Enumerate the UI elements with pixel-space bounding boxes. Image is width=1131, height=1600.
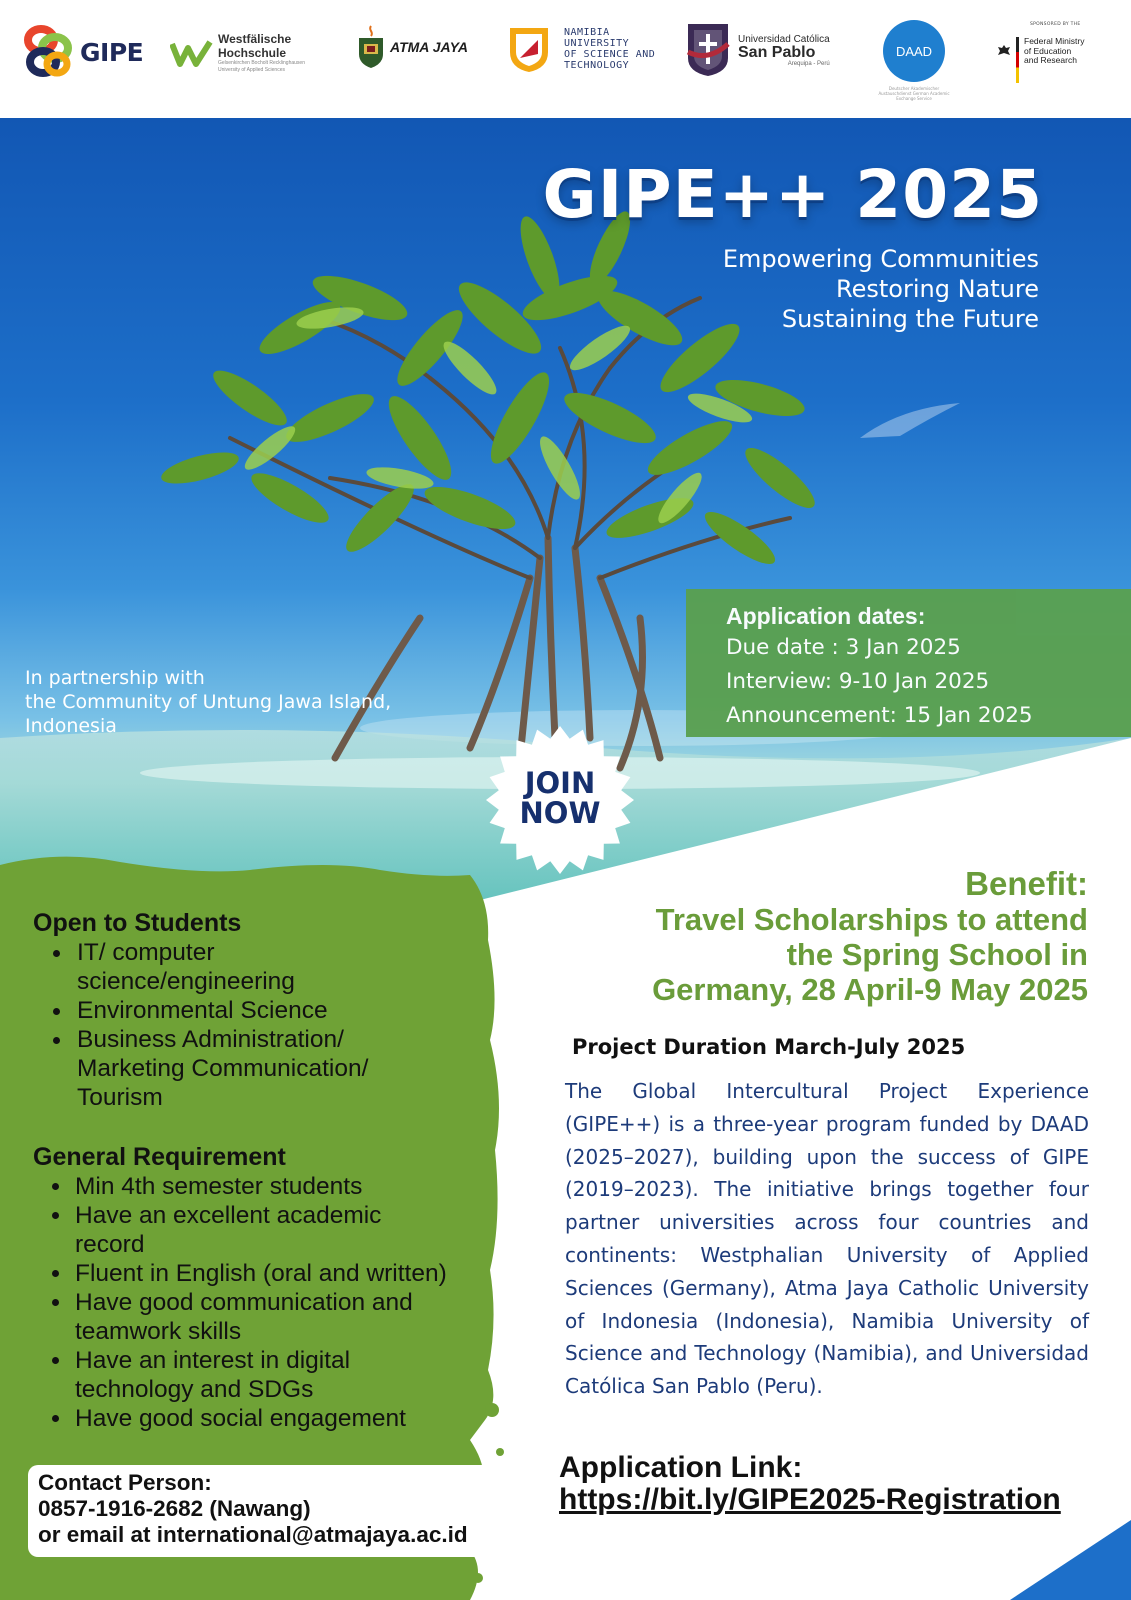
- eagle-icon: [996, 43, 1012, 59]
- partnership-line-1: In partnership with: [25, 667, 205, 689]
- bullet-icon: [53, 950, 60, 957]
- list-item: [77, 1025, 503, 1112]
- atma-jaya-logo: [356, 24, 468, 70]
- contact-box: [28, 1465, 526, 1557]
- list-line: Min 4th semester students: [75, 1173, 363, 1200]
- bullet-icon: [53, 1037, 60, 1044]
- list-line: record: [75, 1231, 145, 1258]
- list-item: [75, 1346, 503, 1404]
- list-line: Have an interest in digital: [75, 1347, 351, 1374]
- requirements-list: [75, 1172, 503, 1433]
- registration-link[interactable]: https://bit.ly/GIPE2025-Registration: [559, 1483, 1061, 1516]
- list-line: Tourism: [77, 1084, 163, 1111]
- benefit-line-2: the Spring School in: [786, 937, 1088, 972]
- now-text: NOW: [519, 796, 601, 830]
- list-line: IT/ computer: [77, 939, 215, 966]
- bullet-icon: [52, 1357, 59, 1364]
- bullet-icon: [52, 1270, 59, 1277]
- announcement-date: Announcement: 15 Jan 2025: [726, 703, 1033, 728]
- application-dates-heading: Application dates:: [726, 603, 926, 629]
- ucsp-logo: [686, 22, 830, 78]
- list-item: [75, 1172, 503, 1201]
- tagline: [723, 244, 1039, 334]
- daad-circle: DAAD: [883, 20, 945, 82]
- list-item: [75, 1288, 503, 1346]
- whs-sub-1: Gelsenkirchen Bocholt Recklinghausen: [218, 60, 305, 66]
- nust-line-2: UNIVERSITY: [564, 38, 630, 49]
- ucsp-shield-icon: [686, 22, 730, 78]
- gipe-logo-text: GIPE: [80, 37, 144, 67]
- bmbf-line-1: Federal Ministry: [1024, 36, 1085, 46]
- daad-logo: [872, 20, 956, 101]
- list-line: Have an excellent academic: [75, 1202, 382, 1229]
- join-text: JOIN: [524, 766, 596, 800]
- german-flag-bar: [1016, 37, 1019, 83]
- program-description: The Global Intercultural Project Experience (GIPE++) is a three-year program funded by DAAD (2025–2027), building upon the success of GIPE (2019–2023). The initiative brings together four partner universities across four countries and continents: Westphalian University of Applied Sciences (Germany), Atma Jaya Catholic University of Indonesia (Indonesia), Namibia University of Science and Technology (Namibia), and Universidad Católica San Pablo (Peru).: [565, 1079, 1089, 1399]
- bmbf-line-2: of Education: [1024, 45, 1072, 56]
- bmbf-sponsored: SPONSORED BY THE: [1030, 22, 1081, 27]
- bullet-icon: [52, 1212, 59, 1219]
- requirements-heading: General Requirement: [33, 1143, 286, 1171]
- event-title: GIPE++ 2025: [542, 156, 1043, 233]
- contact-phone[interactable]: 0857-1916-2682 (Nawang): [38, 1496, 311, 1521]
- tagline-line-2: Restoring Nature: [836, 275, 1039, 303]
- due-date: Due date : 3 Jan 2025: [726, 635, 961, 660]
- eligibility-column: [33, 908, 503, 1433]
- nust-line-4: TECHNOLOGY: [564, 60, 630, 71]
- tagline-line-1: Empowering Communities: [722, 245, 1039, 273]
- tagline-line-3: Sustaining the Future: [781, 305, 1039, 333]
- list-item: [75, 1259, 503, 1288]
- benefit-line-3: Germany, 28 April-9 May 2025: [652, 972, 1088, 1007]
- nust-line-3: OF SCIENCE AND: [564, 49, 656, 60]
- bullet-icon: [52, 1299, 59, 1306]
- partnership-line-3: Indonesia: [25, 715, 117, 737]
- interview-date: Interview: 9-10 Jan 2025: [726, 669, 990, 694]
- list-item: [77, 996, 503, 1025]
- list-line: teamwork skills: [75, 1318, 242, 1345]
- open-to-list: [77, 938, 503, 1112]
- benefit-block: [528, 866, 1088, 1007]
- list-line: Have good communication and: [75, 1289, 413, 1316]
- gipe-logo: [24, 24, 143, 80]
- benefit-heading: Benefit:: [965, 865, 1088, 902]
- ucsp-line-2: San Pablo: [738, 43, 816, 61]
- bmbf-line-3: and Research: [1024, 55, 1077, 65]
- list-item: [77, 938, 503, 996]
- atma-jaya-crest-icon: [356, 24, 386, 70]
- ucsp-line-1: Universidad Católica: [738, 33, 830, 45]
- bmbf-logo: [996, 22, 1084, 83]
- whs-name-1: Westfälische: [218, 32, 292, 46]
- project-duration: Project Duration March-July 2025: [572, 1035, 966, 1059]
- whs-sub-2: University of Applied Sciences: [218, 67, 285, 73]
- whs-mark-icon: [170, 36, 214, 70]
- list-line: Marketing Communication/: [77, 1055, 369, 1082]
- list-line: Business Administration/: [77, 1026, 344, 1053]
- list-line: technology and SDGs: [75, 1376, 314, 1403]
- bullet-icon: [53, 1008, 60, 1015]
- benefit-line-1: Travel Scholarships to attend: [655, 902, 1088, 937]
- list-item: [75, 1404, 503, 1433]
- application-link-label: Application Link:: [559, 1451, 803, 1484]
- list-line: Fluent in English (oral and written): [75, 1260, 447, 1287]
- list-item: [75, 1201, 503, 1259]
- whs-logo: [170, 32, 305, 74]
- nust-shield-icon: [506, 24, 552, 74]
- list-line: Have good social engagement: [75, 1405, 406, 1432]
- application-link-block: [559, 1452, 1061, 1516]
- contact-email[interactable]: or email at international@atmajaya.ac.id: [38, 1522, 468, 1547]
- atma-jaya-text: ATMA JAYA: [390, 39, 469, 55]
- ucsp-line-3: Arequipa - Perú: [787, 60, 830, 67]
- daad-sub: Deutscher Akademischer Austauschdienst German Academic Exchange Service: [878, 86, 950, 101]
- open-to-heading: Open to Students: [33, 909, 242, 937]
- partnership-line-2: the Community of Untung Jawa Island,: [25, 691, 392, 713]
- join-now-label[interactable]: [485, 768, 635, 828]
- nust-logo: [506, 24, 655, 74]
- bullet-icon: [52, 1415, 59, 1422]
- logo-header: [0, 0, 1131, 118]
- list-line: Environmental Science: [77, 997, 328, 1024]
- list-line: science/engineering: [77, 968, 295, 995]
- bullet-icon: [52, 1183, 59, 1190]
- whs-name-2: Hochschule: [218, 46, 287, 60]
- nust-line-1: NAMIBIA: [564, 27, 610, 38]
- contact-heading: Contact Person:: [38, 1470, 212, 1495]
- gipe-knot-icon: [24, 24, 74, 80]
